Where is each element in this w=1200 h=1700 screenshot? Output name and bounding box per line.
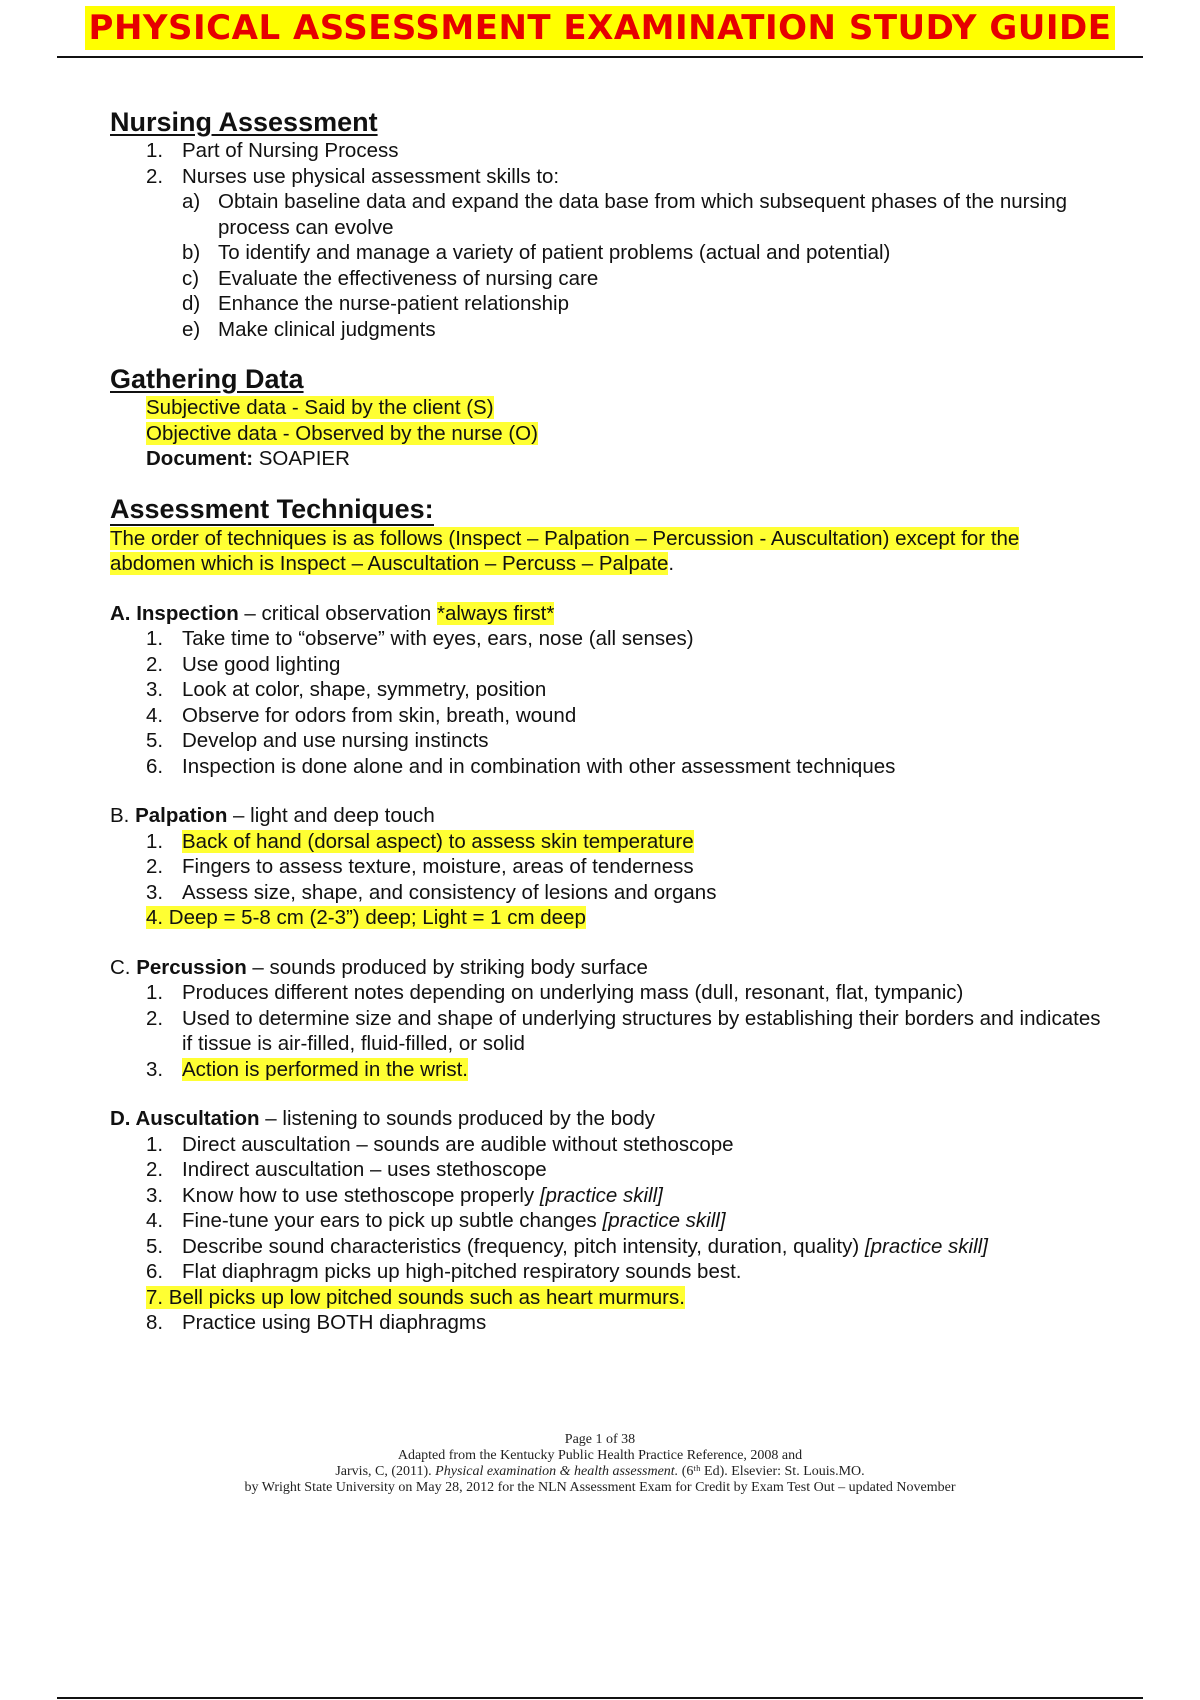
palpation-list [110, 829, 1110, 931]
sub-list-item: a) Obtain baseline data and expand the data base from which subsequent phases of the nursing process can evolve [182, 190, 1068, 239]
list-item-text: Part of Nursing Process [182, 139, 399, 162]
list-item: 7. Bell picks up low pitched sounds such as heart murmurs. [146, 1285, 685, 1309]
list-item: 4. Fine-tune your ears to pick up subtle changes [practice skill] [146, 1209, 726, 1232]
list-item: 3. Look at color, shape, symmetry, position [146, 678, 547, 701]
footer-line: Adapted from the Kentucky Public Health Practice Reference, 2008 and [397, 1448, 803, 1463]
inspection-block [110, 601, 1110, 780]
list-item: 2. Used to determine size and shape of underlying structures by establishing their borders and indicates if tissue is air-filled, fluid-filled, or solid [146, 1006, 1101, 1055]
list-item: 4. Observe for odors from skin, breath, wound [146, 703, 577, 727]
objective-line: Objective data - Observed by the nurse (O) [146, 421, 538, 445]
section-heading: Nursing Assessment [110, 107, 378, 137]
top-rule [57, 56, 1143, 58]
document-body [110, 107, 1110, 1358]
percussion-label: C. Percussion – sounds produced by striking body surface [110, 955, 648, 979]
list-item: 2. Nurses use physical assessment skills to: a) Obtain baseline data and expand the data base from which subsequent phases of the nursing process can evolve b) To identify and manage a variety of patient problems (actual and potential) c) Evaluate the effectiveness of nursing care d) Enhance the nurse-patient relationship e) Make clinical judgments [110, 164, 1110, 343]
title-bar [0, 6, 1200, 50]
sub-list-item: d) Enhance the nurse-patient relationship [182, 292, 570, 315]
gathering-data-section [110, 364, 1110, 472]
list-item: 2. Fingers to assess texture, moisture, areas of tenderness [146, 855, 694, 878]
page-footer [0, 1432, 1200, 1496]
list-item: 1. Direct auscultation – sounds are audible without stethoscope [146, 1132, 734, 1156]
list-item: 1. Produces different notes depending on underlying mass (dull, resonant, flat, tympanic) [146, 981, 964, 1004]
list-item: 3. Assess size, shape, and consistency of lesions and organs [146, 880, 717, 904]
list-item: 2. Use good lighting [146, 652, 341, 676]
list-item: 5. Describe sound characteristics (frequency, pitch intensity, duration, quality) [practice skill] [146, 1234, 988, 1258]
inspection-label: A. Inspection – critical observation *always first* [110, 601, 555, 625]
list-item: 6. Flat diaphragm picks up high-pitched respiratory sounds best. [146, 1260, 742, 1283]
list-item: 8. Practice using BOTH diaphragms [146, 1311, 487, 1334]
footer-line: by Wright State University on May 28, 2012 for the NLN Assessment Exam for Credit by Exam Test Out – updated November [244, 1480, 956, 1495]
document-line: Document: SOAPIER [146, 447, 350, 470]
page-number: Page 1 of 38 [564, 1432, 636, 1447]
list-item: 2. Indirect auscultation – uses stethoscope [146, 1158, 547, 1181]
percussion-list [110, 980, 1110, 1082]
technique-order: The order of techniques is as follows (Inspect – Palpation – Percussion - Auscultation) except for the abdomen which is Inspect – Auscultation – Percuss – Palpate. [110, 526, 1020, 575]
list-item: 3. Action is performed in the wrist. [146, 1057, 468, 1081]
percussion-block [110, 955, 1110, 1083]
auscultation-list [110, 1132, 1110, 1336]
list-item: 6. Inspection is done alone and in combination with other assessment techniques [146, 754, 896, 778]
auscultation-label: D. Auscultation – listening to sounds produced by the body [110, 1107, 656, 1130]
assessment-techniques-section [110, 494, 1110, 1336]
sub-list [110, 189, 1110, 342]
list-item: 4. Deep = 5-8 cm (2-3”) deep; Light = 1 cm deep [146, 906, 586, 929]
nursing-list [110, 138, 1110, 342]
list-item: 1. Back of hand (dorsal aspect) to assess skin temperature [146, 829, 694, 853]
list-item: 1. Part of Nursing Process [146, 139, 399, 162]
section-heading: Gathering Data [110, 364, 304, 394]
inspection-list [110, 626, 1110, 779]
footer-line: Jarvis, C, (2011). Physical examination & health assessment. (6ᵗʰ Ed). Elsevier: St. Louis.MO. [335, 1464, 865, 1479]
section-heading: Assessment Techniques: [110, 493, 434, 524]
sub-list-item: c) Evaluate the effectiveness of nursing care [182, 266, 599, 290]
palpation-block [110, 803, 1110, 931]
list-item: 1. Take time to “observe” with eyes, ears, nose (all senses) [146, 627, 694, 650]
list-item-text: Nurses use physical assessment skills to: [182, 164, 560, 188]
sub-list-item: b) To identify and manage a variety of patient problems (actual and potential) [182, 241, 891, 264]
document-title: PHYSICAL ASSESSMENT EXAMINATION STUDY GUIDE [85, 6, 1116, 50]
subjective-line: Subjective data - Said by the client (S) [146, 396, 494, 419]
bottom-rule [57, 1697, 1143, 1699]
sub-list-item: e) Make clinical judgments [182, 317, 436, 341]
nursing-assessment-section [110, 107, 1110, 342]
list-item: 5. Develop and use nursing instincts [146, 729, 489, 752]
list-item: 3. Know how to use stethoscope properly [practice skill] [146, 1183, 663, 1207]
auscultation-block [110, 1106, 1110, 1336]
palpation-label: B. Palpation – light and deep touch [110, 804, 435, 827]
